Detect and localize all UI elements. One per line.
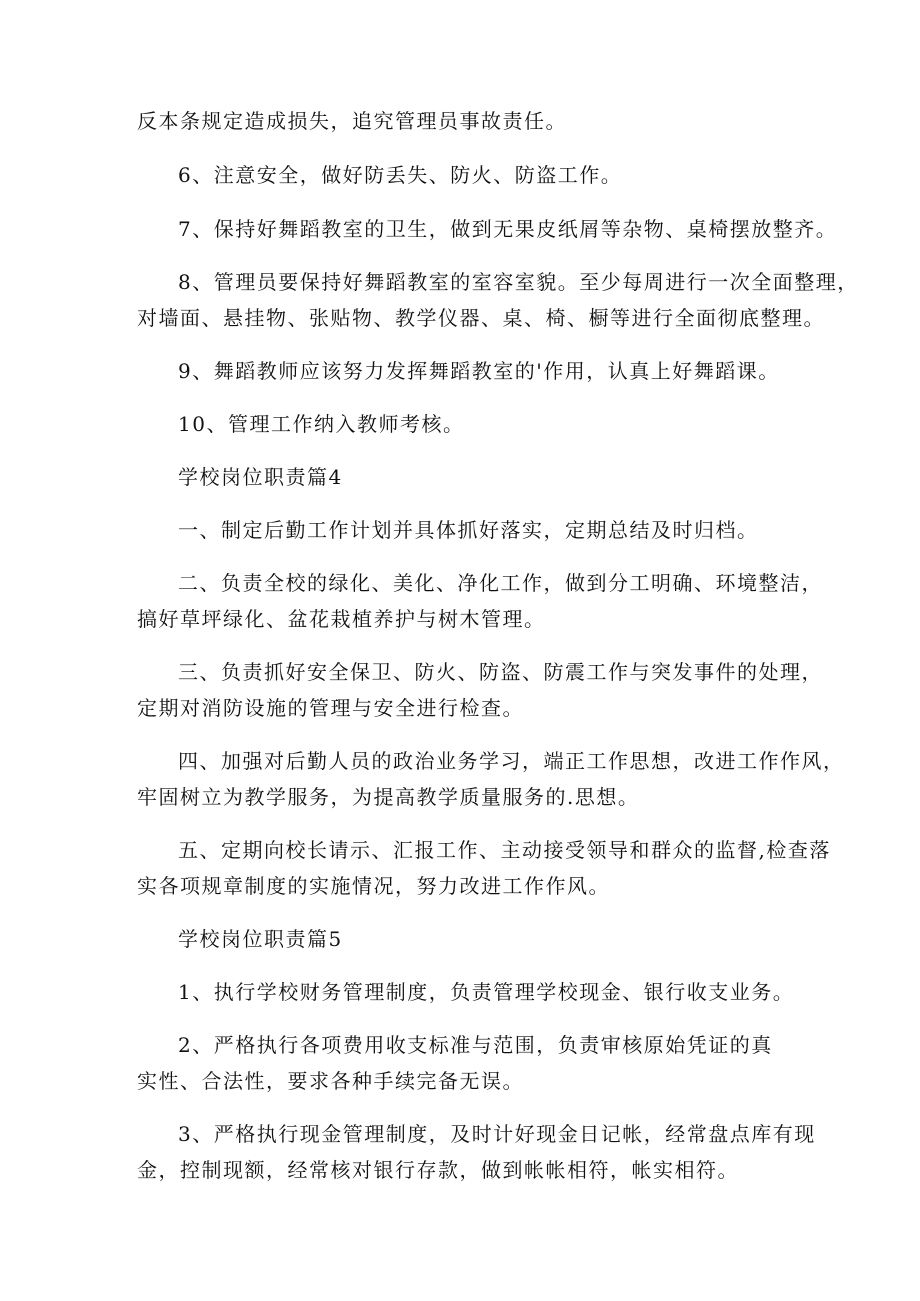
duty-item-4-cont: 牢固树立为教学服务，为提高教学质量服务的.思想。 [137, 785, 640, 809]
rule-item-7: 7、保持好舞蹈教室的卫生，做到无果皮纸屑等杂物、桌椅摆放整齐。 [178, 217, 838, 241]
duty-item-5-cont: 实各项规章制度的实施情况，努力改进工作作风。 [137, 874, 610, 898]
rule-item-8-cont: 对墙面、悬挂物、张贴物、教学仪器、桌、椅、橱等进行全面彻底整理。 [137, 306, 825, 330]
rule-item-6: 6、注意安全，做好防丢失、防火、防盗工作。 [178, 163, 623, 187]
finance-item-1: 1、执行学校财务管理制度，负责管理学校现金、银行收支业务。 [178, 980, 795, 1004]
finance-item-3: 3、严格执行现金管理制度，及时计好现金日记帐，经常盘点库有现 [178, 1122, 816, 1146]
duty-item-1: 一、制定后勤工作计划并具体抓好落实，定期总结及时归档。 [178, 518, 759, 542]
duty-item-2: 二、负责全校的绿化、美化、净化工作，做到分工明确、环境整洁， [178, 571, 823, 595]
duty-item-5: 五、定期向校长请示、汇报工作、主动接受领导和群众的监督,检查落 [178, 838, 831, 862]
duty-item-4: 四、加强对后勤人员的政治业务学习，端正工作思想，改进工作作风， [178, 749, 845, 773]
text-line-continuation: 反本条规定造成损失，追究管理员事故责任。 [137, 109, 567, 133]
rule-item-8: 8、管理员要保持好舞蹈教室的室容室貌。至少每周进行一次全面整理， [178, 270, 859, 294]
finance-item-2-cont: 实性、合法性，要求各种手续完备无误。 [137, 1069, 524, 1093]
finance-item-3-cont: 金，控制现额，经常核对银行存款，做到帐帐相符，帐实相符。 [137, 1158, 739, 1182]
rule-item-10: 10、管理工作纳入教师考核。 [178, 412, 465, 436]
duty-item-3-cont: 定期对消防设施的管理与安全进行检查。 [137, 696, 524, 720]
rule-item-9: 9、舞蹈教师应该努力发挥舞蹈教室的'作用，认真上好舞蹈课。 [178, 359, 780, 383]
section-heading-5: 学校岗位职责篇5 [178, 927, 343, 951]
section-heading-4: 学校岗位职责篇4 [178, 465, 343, 489]
finance-item-2: 2、严格执行各项费用收支标准与范围，负责审核原始凭证的真 [178, 1033, 773, 1057]
duty-item-2-cont: 搞好草坪绿化、盆花栽植养护与树木管理。 [137, 607, 546, 631]
duty-item-3: 三、负责抓好安全保卫、防火、防盗、防震工作与突发事件的处理， [178, 660, 823, 684]
